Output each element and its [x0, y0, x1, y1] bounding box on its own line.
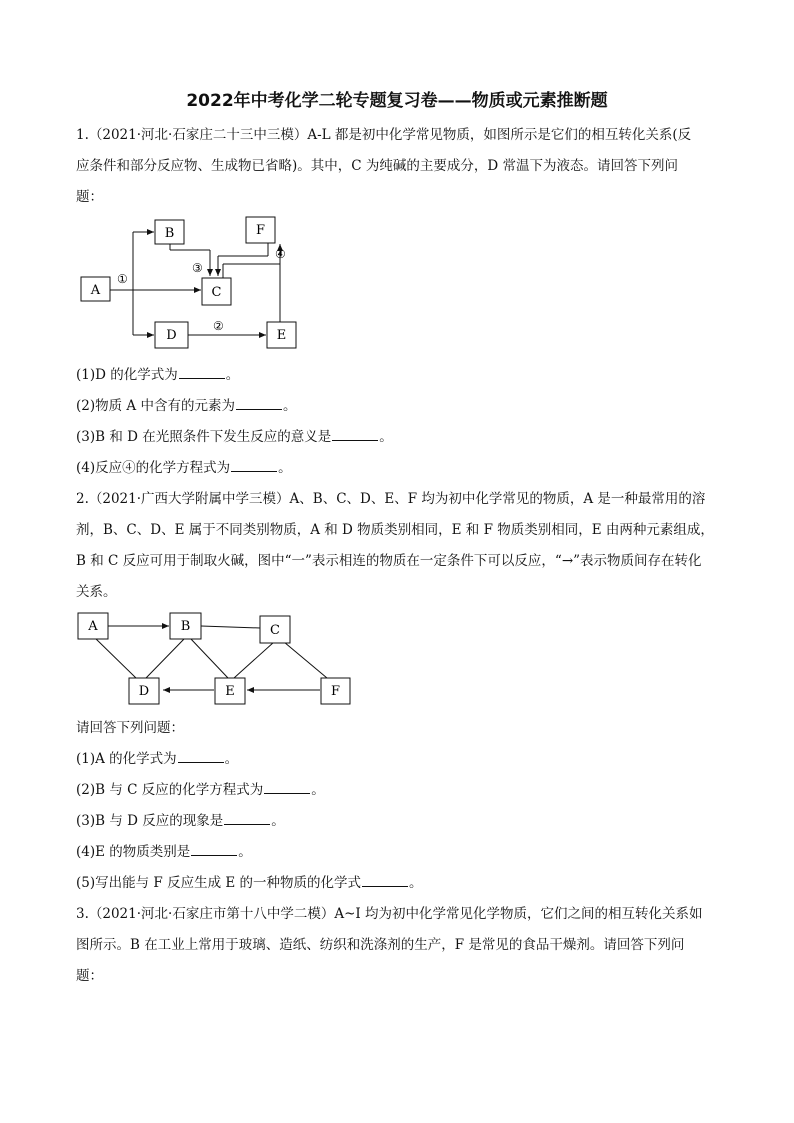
answer-blank — [264, 781, 310, 794]
answer-blank — [224, 812, 270, 825]
q1-reaction-diagram — [70, 210, 330, 355]
q2-text-line-3: B 和 C 反应可用于制取火碱，图中“一”表示相连的物质在一定条件下可以反应，“→”表示物质间存在转化 — [76, 553, 702, 569]
svg-text:E: E — [276, 328, 287, 343]
q3-text-line-2: 图所示。B 在工业上常用于玻璃、造纸、纺织和洗涤剂的生产，F 是常见的食品干燥剂。请回答下列问 — [76, 937, 685, 953]
label-2: ② — [213, 319, 224, 333]
node-A — [78, 613, 108, 639]
svg-text:B: B — [180, 619, 191, 634]
q2-prompt: 请回答下列问题： — [76, 720, 184, 736]
node-C — [260, 616, 290, 643]
label-3: ③ — [192, 261, 203, 275]
q3-text-line-1: 3.（2021·河北·石家庄市第十八中学二模）A~I 均为初中化学常见化学物质，它们之间的相互转化关系如 — [76, 906, 703, 922]
q1-sub-3: (3)B 和 D 在光照条件下发生反应的意义是 。 — [76, 429, 393, 445]
node-F — [321, 678, 350, 704]
answer-blank — [231, 459, 277, 472]
label-4: ④ — [275, 247, 286, 261]
q1-text-line-3: 题： — [76, 189, 103, 205]
svg-text:D: D — [166, 328, 177, 343]
label-1: ① — [117, 272, 128, 286]
node-C — [202, 278, 231, 305]
q1-text-line-2: 应条件和部分反应物、生成物已省略)。其中，C 为纯碱的主要成分，D 常温下为液态。请回答下列问 — [76, 158, 679, 174]
node-D — [155, 322, 188, 348]
q2-text-line-1: 2.（2021·广西大学附属中学三模）A、B、C、D、E、F 均为初中化学常见的物质，A 是一种最常用的溶 — [76, 491, 706, 507]
q2-sub-2: (2)B 与 C 反应的化学方程式为 。 — [76, 782, 325, 798]
node-B — [155, 220, 184, 244]
q2-text-line-2: 剂，B、C、D、E 属于不同类别物质，A 和 D 物质类别相同，E 和 F 物质类别相同，E 由两种元素组成， — [76, 522, 714, 538]
q2-relation-diagram — [72, 610, 362, 710]
q2-text-line-4: 关系。 — [76, 584, 117, 600]
answer-blank — [332, 428, 378, 441]
answer-blank — [191, 843, 237, 856]
svg-text:E: E — [225, 684, 235, 699]
q1-sub-2: (2)物质 A 中含有的元素为 。 — [76, 398, 297, 414]
node-E — [215, 678, 245, 704]
node-D — [129, 678, 159, 704]
q1-sub-4: (4)反应④的化学方程式为 。 — [76, 460, 292, 476]
q3-text-line-3: 题： — [76, 968, 103, 984]
svg-text:B: B — [164, 226, 175, 241]
node-B — [170, 613, 201, 639]
q2-sub-3: (3)B 与 D 反应的现象是 。 — [76, 813, 285, 829]
svg-text:F: F — [330, 684, 341, 699]
node-A — [81, 277, 110, 301]
answer-blank — [179, 366, 225, 379]
svg-text:F: F — [255, 223, 266, 238]
q2-sub-4: (4)E 的物质类别是 。 — [76, 844, 252, 860]
page-title: 2022年中考化学二轮专题复习卷——物质或元素推断题 — [186, 91, 608, 111]
q1-sub-1: (1)D 的化学式为 。 — [76, 367, 240, 383]
q2-sub-5: (5)写出能与 F 反应生成 E 的一种物质的化学式 。 — [76, 875, 423, 891]
svg-text:A: A — [88, 619, 98, 634]
answer-blank — [236, 397, 282, 410]
q1-text-line-1: 1.（2021·河北·石家庄二十三中三模）A-L 都是初中化学常见物质，如图所示是它们的相互转化关系(反 — [76, 127, 692, 143]
node-E — [267, 322, 296, 348]
node-F — [246, 217, 275, 243]
svg-text:C: C — [211, 285, 222, 300]
svg-text:C: C — [270, 623, 280, 638]
answer-blank — [362, 874, 408, 887]
q2-sub-1: (1)A 的化学式为 。 — [76, 751, 239, 767]
answer-blank — [178, 750, 224, 763]
svg-text:A: A — [90, 283, 101, 298]
svg-text:D: D — [138, 684, 150, 699]
